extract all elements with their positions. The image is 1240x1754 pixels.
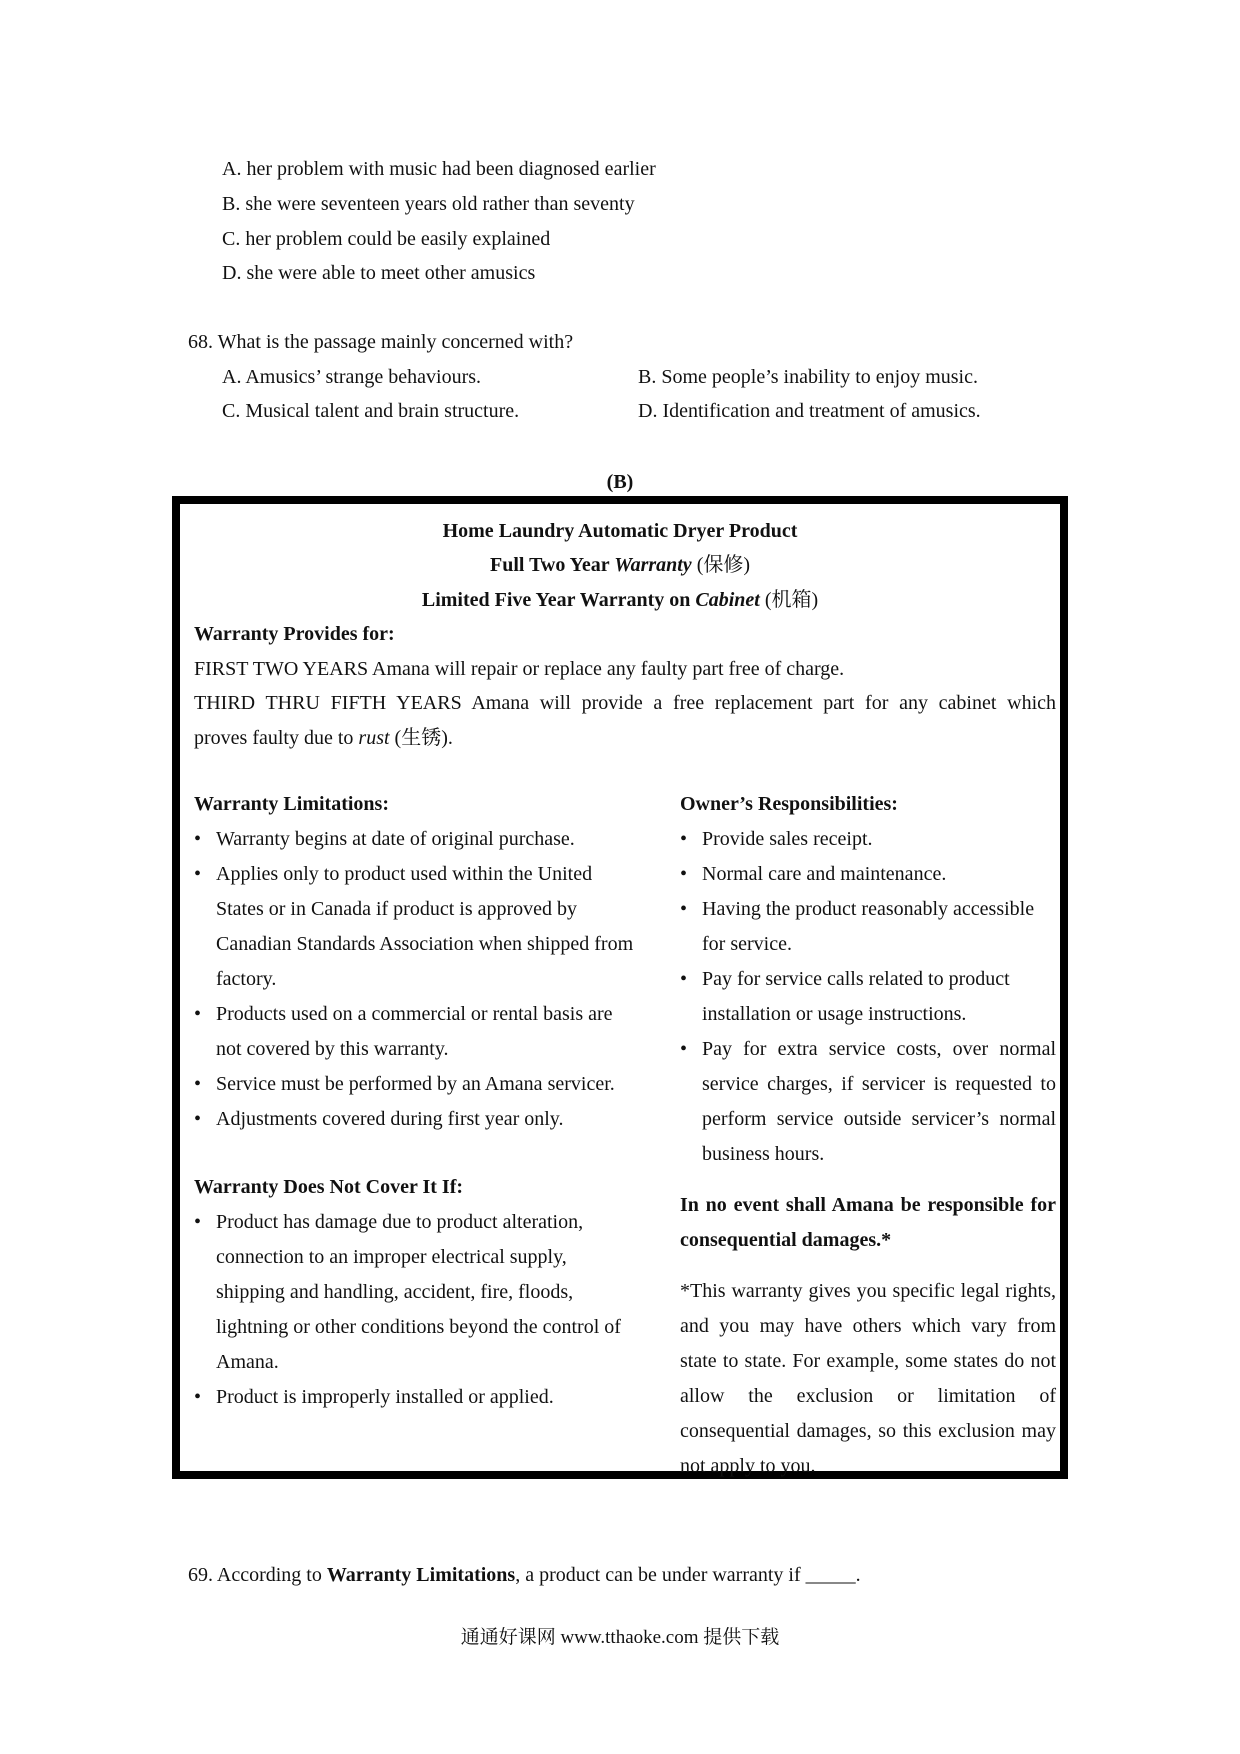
limitation-item: • Service must be performed by an Amana servicer. bbox=[194, 1067, 638, 1102]
warranty-subtitle bbox=[180, 552, 1060, 578]
warranty-title: Home Laundry Automatic Dryer Product bbox=[442, 520, 798, 542]
owner-item: • Pay for service calls related to product installation or usage instructions. bbox=[680, 962, 1056, 1032]
section-label: (B) bbox=[606, 471, 634, 493]
left-column bbox=[194, 787, 638, 1415]
q68-option-d: D. Identification and treatment of amusics. bbox=[638, 400, 981, 422]
provides-line3-suffix: (生锈). bbox=[389, 727, 453, 749]
limitation-item: • Warranty begins at date of original purchase. bbox=[194, 822, 638, 857]
limitations-heading: Warranty Limitations: bbox=[194, 793, 389, 815]
prev-option-b: B. she were seventeen years old rather than seventy bbox=[222, 193, 635, 215]
not-cover-item: • Product has damage due to product alteration, connection to an improper electrical supply, shipping and handling, accident, fire, floods, lightning or other conditions beyond the control of Amana. bbox=[194, 1205, 638, 1380]
q69-bold: Warranty Limitations bbox=[326, 1564, 516, 1586]
warranty-subtitle-suffix: (保修) bbox=[691, 554, 751, 576]
limitation-item: • Adjustments covered during first year only. bbox=[194, 1102, 638, 1137]
limitation-item: • Applies only to product used within the United States or in Canada if product is approved by Canadian Standards Association when shipped from factory. bbox=[194, 857, 638, 997]
not-cover-item: • Product is improperly installed or applied. bbox=[194, 1380, 638, 1415]
prev-option-c: C. her problem could be easily explained bbox=[222, 228, 551, 250]
warranty-subtitle2-prefix: Limited Five Year Warranty on bbox=[421, 589, 696, 611]
provides-heading: Warranty Provides for: bbox=[194, 623, 395, 645]
q69-prefix: 69. According to bbox=[188, 1564, 327, 1586]
provides-line-2: THIRD THRU FIFTH YEARS Amana will provide a free replacement part for any cabinet which bbox=[194, 692, 1056, 714]
owner-list bbox=[680, 822, 1056, 1172]
provides-line-1: FIRST TWO YEARS Amana will repair or replace any faulty part free of charge. bbox=[194, 658, 845, 680]
warranty-subtitle2-suffix: (机箱) bbox=[759, 589, 819, 611]
provides-line3-prefix: proves faulty due to bbox=[194, 727, 359, 749]
right-column bbox=[680, 787, 1056, 1484]
footnote: *This warranty gives you specific legal rights, and you may have others which vary from state to state. For example, some states do not allow the exclusion or limitation of consequential damages, so this exclusion may not apply to you. bbox=[680, 1280, 1056, 1477]
not-cover-heading: Warranty Does Not Cover It If: bbox=[194, 1176, 464, 1198]
owner-heading: Owner’s Responsibilities: bbox=[680, 793, 898, 815]
question-69-stem bbox=[188, 1562, 861, 1588]
q68-option-b: B. Some people’s inability to enjoy music. bbox=[638, 366, 978, 388]
page-footer: 通通好课网 www.tthaoke.com 提供下载 bbox=[460, 1627, 780, 1648]
no-event-statement: In no event shall Amana be responsible for consequential damages.* bbox=[680, 1194, 1056, 1251]
warranty-subtitle-2 bbox=[180, 587, 1060, 613]
warranty-box bbox=[172, 496, 1068, 1479]
prev-option-d: D. she were able to meet other amusics bbox=[222, 262, 536, 284]
question-68-stem: 68. What is the passage mainly concerned with? bbox=[188, 331, 574, 353]
warranty-subtitle2-italic: Cabinet bbox=[695, 589, 760, 611]
owner-item: • Pay for extra service costs, over normal service charges, if servicer is requested to perform service outside servicer’s normal business hours. bbox=[680, 1032, 1056, 1172]
warranty-subtitle-italic: Warranty bbox=[614, 554, 692, 576]
limitations-list bbox=[194, 822, 638, 1137]
not-cover-list bbox=[194, 1205, 638, 1415]
prev-option-a: A. her problem with music had been diagnosed earlier bbox=[222, 158, 656, 180]
provides-line3-italic: rust bbox=[358, 727, 390, 749]
provides-line-3 bbox=[194, 725, 453, 751]
q68-option-c: C. Musical talent and brain structure. bbox=[222, 400, 520, 422]
q69-suffix: , a product can be under warranty if _____. bbox=[515, 1564, 861, 1586]
owner-item: • Normal care and maintenance. bbox=[680, 857, 1056, 892]
q68-option-a: A. Amusics’ strange behaviours. bbox=[222, 366, 482, 388]
limitation-item: • Products used on a commercial or rental basis are not covered by this warranty. bbox=[194, 997, 638, 1067]
owner-item: • Provide sales receipt. bbox=[680, 822, 1056, 857]
owner-item: • Having the product reasonably accessible for service. bbox=[680, 892, 1056, 962]
warranty-subtitle-prefix: Full Two Year bbox=[489, 554, 615, 576]
